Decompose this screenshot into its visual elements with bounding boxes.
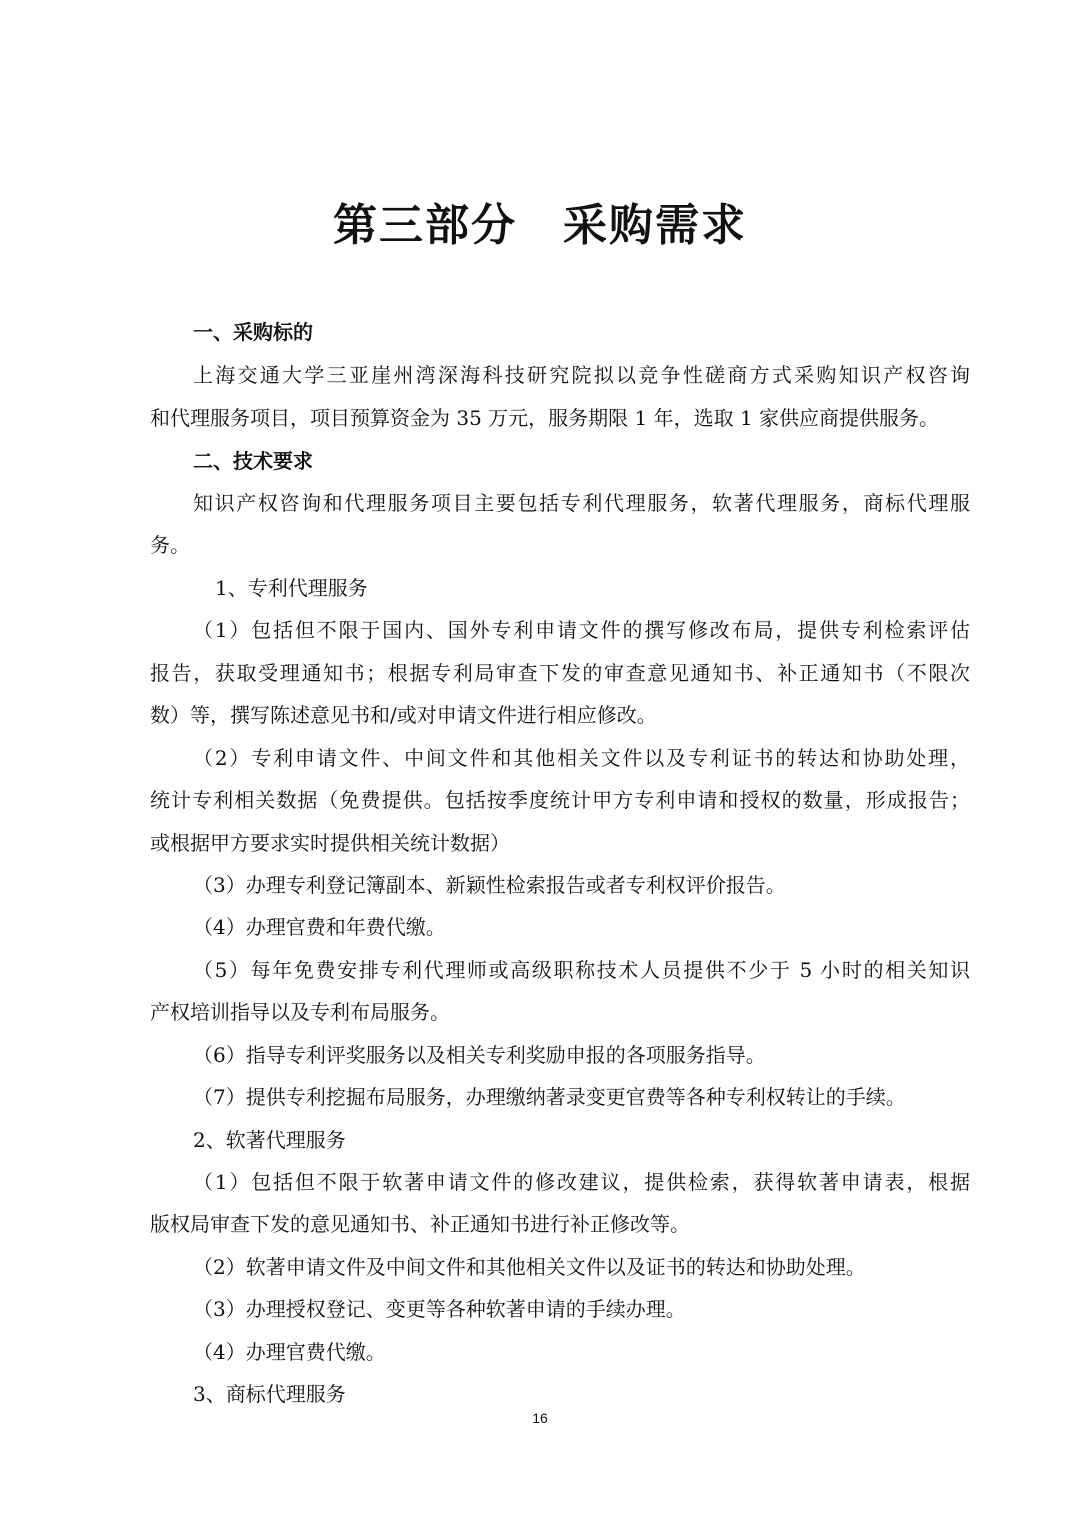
list-item-line: （3）办理授权登记、变更等各种软著申请的手续办理。 [193, 1297, 686, 1321]
paragraph-line: 务。 [150, 533, 190, 557]
list-item-line: （3）办理专利登记簿副本、新颖性检索报告或者专利权评价报告。 [193, 873, 786, 897]
list-item-line: （5）每年免费安排专利代理师或高级职称技术人员提供不少于 5 小时的相关知识 [193, 958, 970, 982]
list-item-line: （2）软著申请文件及中间文件和其他相关文件以及证书的转达和协助处理。 [193, 1255, 866, 1279]
section-heading-procurement-object: 一、采购标的 [193, 320, 313, 344]
list-item-line: （4）办理官费代缴。 [193, 1340, 386, 1364]
paragraph-line: 上海交通大学三亚崖州湾深海科技研究院拟以竞争性磋商方式采购知识产权咨询 [193, 363, 970, 387]
subsection-heading-software-copyright: 2、软著代理服务 [193, 1128, 346, 1152]
paragraph-line: 和代理服务项目，项目预算资金为 35 万元，服务期限 1 年，选取 1 家供应商提供服务。 [150, 406, 940, 430]
section-heading-technical-requirements: 二、技术要求 [193, 449, 313, 473]
list-item-line: （1）包括但不限于软著申请文件的修改建议，提供检索，获得软著申请表，根据 [193, 1170, 970, 1194]
subsection-heading-patent-agency: 1、专利代理服务 [215, 576, 368, 600]
list-item-line: 或根据甲方要求实时提供相关统计数据） [150, 831, 510, 855]
subsection-heading-trademark: 3、商标代理服务 [193, 1382, 346, 1406]
page-number: 16 [532, 1410, 548, 1426]
paragraph-line: 知识产权咨询和代理服务项目主要包括专利代理服务，软著代理服务，商标代理服 [193, 491, 970, 515]
list-item-line: 产权培训指导以及专利布局服务。 [150, 1000, 450, 1024]
page-title: 第三部分 采购需求 [333, 200, 747, 251]
list-item-line: 版权局审查下发的意见通知书、补正通知书进行补正修改等。 [150, 1212, 690, 1236]
list-item-line: 统计专利相关数据（免费提供。包括按季度统计甲方专利申请和授权的数量，形成报告； [150, 788, 970, 812]
list-item-line: （1）包括但不限于国内、国外专利申请文件的撰写修改布局，提供专利检索评估 [193, 618, 970, 642]
list-item-line: （4）办理官费和年费代缴。 [193, 915, 446, 939]
list-item-line: 数）等，撰写陈述意见书和/或对申请文件进行相应修改。 [150, 703, 657, 727]
list-item-line: （6）指导专利评奖服务以及相关专利奖励申报的各项服务指导。 [193, 1043, 766, 1067]
list-item-line: （7）提供专利挖掘布局服务，办理缴纳著录变更官费等各种专利权转让的手续。 [193, 1085, 906, 1109]
list-item-line: （2）专利申请文件、中间文件和其他相关文件以及专利证书的转达和协助处理， [193, 746, 970, 770]
list-item-line: 报告，获取受理通知书；根据专利局审查下发的审查意见通知书、补正通知书（不限次 [150, 661, 970, 685]
